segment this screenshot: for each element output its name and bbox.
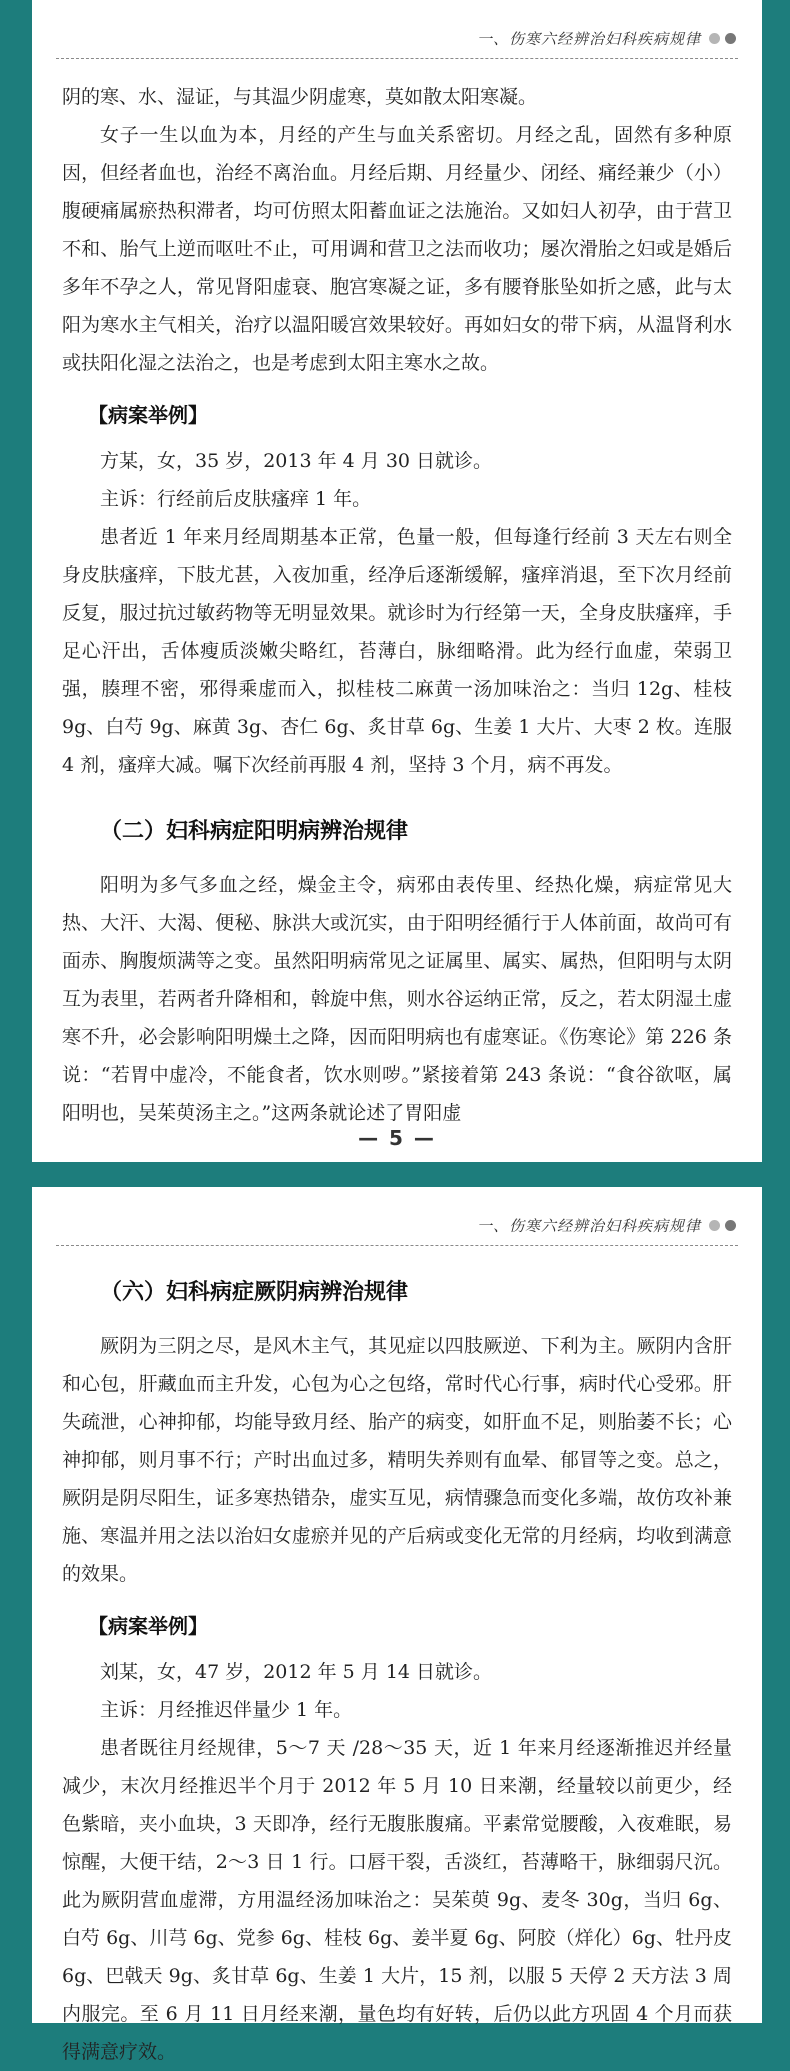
header-dot-dark — [725, 1220, 736, 1231]
header-dot-light — [709, 1220, 720, 1231]
header-dot-dark — [725, 33, 736, 44]
case-complaint: 主诉：月经推迟伴量少 1 年。 — [100, 1699, 353, 1721]
header-dots-decoration — [709, 1220, 736, 1231]
case-example-heading: 【病案举例】 — [88, 1614, 208, 1638]
page-number: — 5 — — [358, 1126, 436, 1150]
section-body: 阳明为多气多血之经，燥金主令，病邪由表传里、经热化燥，病症常见大热、大汗、大渴、便秘、脉洪大或沉实，由于阳明经循行于人体前面，故尚可有面赤、胸腹烦满等之变。虽然阳明病常见之证属里、属实、属热，但阳明与太阴互为表里，若两者升降相和，斡旋中焦，则水谷运纳正常，反之，若太阴湿土虚寒不升，必会影响阳明燥土之降，因而阳明病也有虚寒证。《伤寒论》第 226 条说：“若胃中虚冷，不能食者，饮水则哕。”紧接着第 243 条说：“食谷欲呕，属阳明也，吴茱萸汤主之。”这两条就论述了胃阳虚 — [62, 874, 732, 1124]
running-title: 一、伤寒六经辨治妇科疾病规律 — [476, 1217, 701, 1235]
header-dots-decoration — [709, 33, 736, 44]
case-body: 患者既往月经规律，5～7 天 /28～35 天，近 1 年来月经逐渐推迟并经量减少，末次月经推迟半个月于 2012 年 5 月 10 日来潮，经量较以前更少，经色紫暗，夹小血块，3 天即净，经行无腹胀腹痛。平素常觉腰酸，入夜难眠，易惊醒，大便干结，2～3 日 1 行。口唇干裂，舌淡红，苔薄略干，脉细弱尺沉。此为厥阴营血虚滞，方用温经汤加味治之：吴茱萸 9g、麦冬 30g，当归 6g、白芍 6g、川芎 6g、党参 6g、桂枝 6g、姜半夏 6g、阿胶（烊化）6g、牡丹皮 6g、巴戟天 9g、炙甘草 6g、生姜 1 大片，15 剂，以服 5 天停 2 天方法 3 周内服完。至 6 月 11 日月经来潮，量色均有好转，后仍以此方巩固 4 个月而获得满意疗效。 — [62, 1737, 732, 2063]
case-intro: 刘某，女，47 岁，2012 年 5 月 14 日就诊。 — [100, 1661, 493, 1683]
case-example-heading: 【病案举例】 — [88, 403, 208, 427]
running-header — [477, 1215, 736, 1236]
case-body: 患者近 1 年来月经周期基本正常，色量一般，但每逢行经前 3 天左右则全身皮肤瘙痒，下肢尤甚，入夜加重，经净后逐渐缓解，瘙痒消退，至下次月经前反复，服过抗过敏药物等无明显效果。就诊时为行经第一天，全身皮肤瘙痒，手足心汗出，舌体瘦质淡嫩尖略红，苔薄白，脉细略滑。此为经行血虚，荣弱卫强，腠理不密，邪得乘虚而入，拟桂枝二麻黄一汤加味治之：当归 12g、桂枝 9g、白芍 9g、麻黄 3g、杏仁 6g、炙甘草 6g、生姜 1 大片、大枣 2 枚。连服 4 剂，瘙痒大减。嘱下次经前再服 4 剂，坚持 3 个月，病不再发。 — [62, 526, 732, 776]
page-body — [62, 1253, 732, 2071]
page-body — [62, 78, 732, 1132]
running-header — [477, 28, 736, 49]
case-complaint: 主诉：行经前后皮肤瘙痒 1 年。 — [100, 488, 372, 510]
section-heading: （六）妇科病症厥阴病辨治规律 — [100, 1280, 409, 1305]
header-dashed-rule — [56, 58, 738, 59]
header-dot-light — [709, 33, 720, 44]
book-page-next — [32, 1187, 762, 2063]
paragraph: 女子一生以血为本，月经的产生与血关系密切。月经之乱，固然有多种原因，但经者血也，治经不离治血。月经后期、月经量少、闭经、痛经兼少（小）腹硬痛属瘀热积滞者，均可仿照太阳蓄血证之法施治。又如妇人初孕，由于营卫不和、胎气上逆而呕吐不止，可用调和营卫之法而收功；屡次滑胎之妇或是婚后多年不孕之人，常见肾阳虚衰、胞宫寒凝之证，多有腰脊胀坠如折之感，此与太阳为寒水主气相关，治疗以温阳暖宫效果较好。再如妇女的带下病，从温肾利水或扶阳化湿之法治之，也是考虑到太阳主寒水之故。 — [62, 124, 732, 374]
book-page-5 — [32, 0, 762, 1162]
header-dashed-rule — [56, 1245, 738, 1246]
case-intro: 方某，女，35 岁，2013 年 4 月 30 日就诊。 — [100, 450, 493, 472]
section-heading: （二）妇科病症阳明病辨治规律 — [100, 819, 409, 844]
section-body: 厥阴为三阴之尽，是风木主气，其见症以四肢厥逆、下利为主。厥阴内含肝和心包，肝藏血而主升发，心包为心之包络，常时代心行事，病时代心受邪。肝失疏泄，心神抑郁，均能导致月经、胎产的病变，如肝血不足，则胎萎不长；心神抑郁，则月事不行；产时出血过多，精明失养则有血晕、郁冒等之变。总之，厥阴是阴尽阳生，证多寒热错杂，虚实互见，病情骤急而变化多端，故仿攻补兼施、寒温并用之法以治妇女虚瘀并见的产后病或变化无常的月经病，均收到满意的效果。 — [62, 1335, 732, 1585]
running-title: 一、伤寒六经辨治妇科疾病规律 — [476, 30, 701, 48]
paragraph: 阴的寒、水、湿证，与其温少阴虚寒，莫如散太阳寒凝。 — [62, 86, 538, 108]
